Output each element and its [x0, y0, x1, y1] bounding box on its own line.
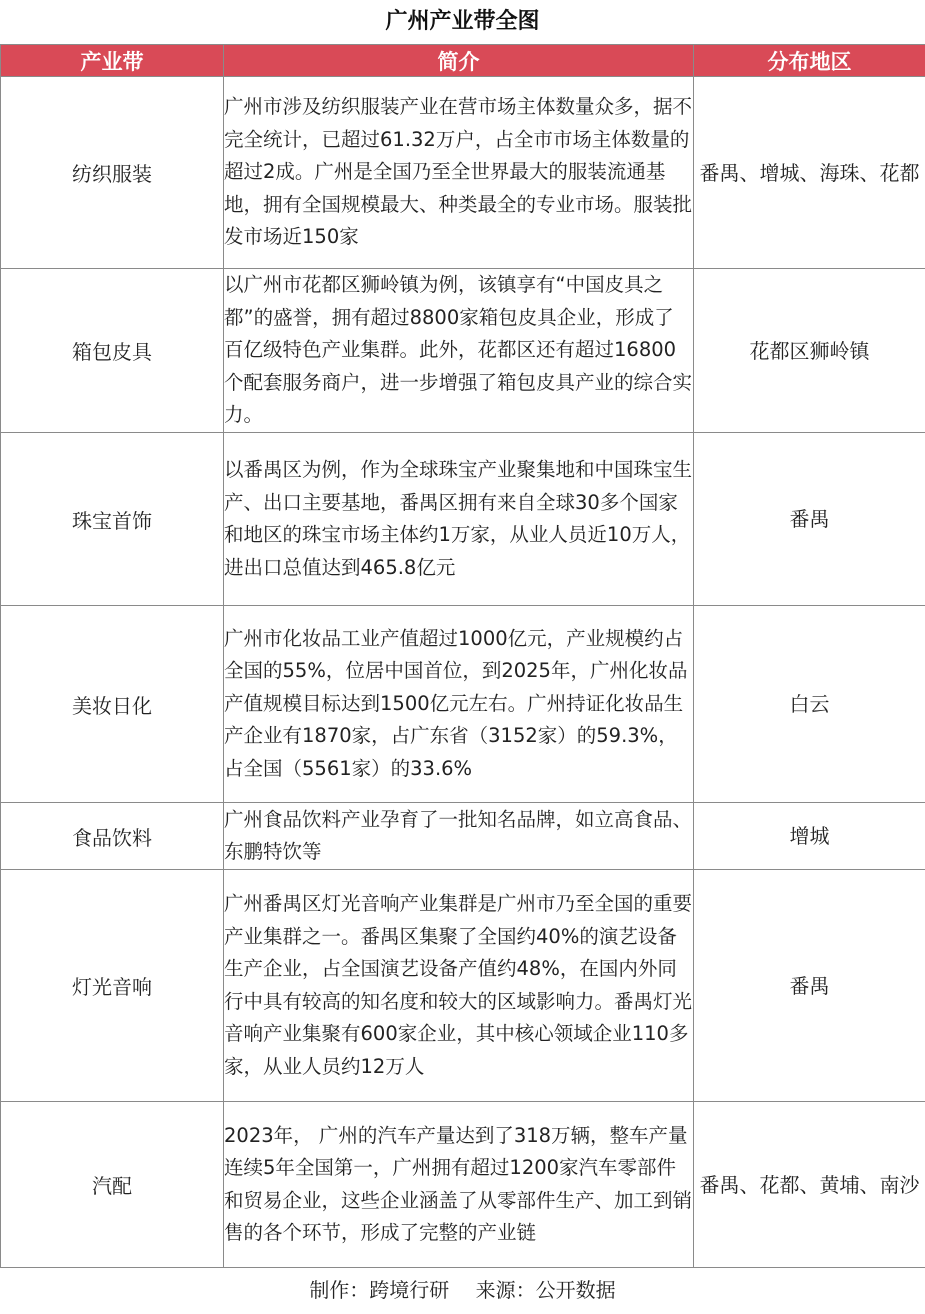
region-cell: 增城: [694, 803, 925, 870]
header-intro: 简介: [224, 45, 694, 77]
industry-cell: 食品饮料: [1, 803, 224, 870]
footer-source: 来源：公开数据: [475, 1278, 616, 1302]
industry-table: [0, 44, 925, 1268]
header-region: 分布地区: [694, 45, 925, 77]
region-cell: 白云: [694, 606, 925, 803]
table-row: [1, 606, 925, 803]
region-cell: 番禺、增城、海珠、花都: [694, 77, 925, 269]
table-row: [1, 77, 925, 269]
region-cell: 番禺、花都、黄埔、南沙: [694, 1102, 925, 1268]
industry-cell: 美妆日化: [1, 606, 224, 803]
industry-cell: 箱包皮具: [1, 269, 224, 433]
intro-cell: 广州市涉及纺织服装产业在营市场主体数量众多，据不完全统计，已超过61.32万户，占全市市场主体数量的超过2成。广州是全国乃至全世界最大的服装流通基地，拥有全国规模最大、种类最全的专业市场。服装批发市场近150家: [224, 77, 694, 269]
intro-cell: 2023年， 广州的汽车产量达到了318万辆，整车产量连续5年全国第一，广州拥有超过1200家汽车零部件和贸易企业，这些企业涵盖了从零部件生产、加工到销售的各个环节，形成了完整的产业链: [224, 1102, 694, 1268]
intro-cell: 以广州市花都区狮岭镇为例，该镇享有“中国皮具之都”的盛誉，拥有超过8800家箱包皮具企业，形成了百亿级特色产业集群。此外，花都区还有超过16800个配套服务商户，进一步增强了箱包皮具产业的综合实力。: [224, 269, 694, 433]
region-cell: 番禺: [694, 433, 925, 606]
table-row: [1, 1102, 925, 1268]
intro-cell: 广州食品饮料产业孕育了一批知名品牌，如立高食品、东鹏特饮等: [224, 803, 694, 870]
footer-maker: 制作：跨境行研: [309, 1278, 450, 1302]
header-industry: 产业带: [1, 45, 224, 77]
industry-cell: 汽配: [1, 1102, 224, 1268]
intro-cell: 广州市化妆品工业产值超过1000亿元，产业规模约占全国的55%，位居中国首位，到2025年，广州化妆品产值规模目标达到1500亿元左右。广州持证化妆品生产企业有1870家，占广东省（3152家）的59.3%，占全国（5561家）的33.6%: [224, 606, 694, 803]
table-header-row: [1, 45, 925, 77]
region-cell: 番禺: [694, 870, 925, 1102]
industry-cell: 纺织服装: [1, 77, 224, 269]
footer: [0, 1266, 925, 1314]
table-row: [1, 433, 925, 606]
industry-cell: 珠宝首饰: [1, 433, 224, 606]
page-title: 广州产业带全图: [385, 9, 540, 34]
table-row: [1, 803, 925, 870]
intro-cell: 广州番禺区灯光音响产业集群是广州市乃至全国的重要产业集群之一。番禺区集聚了全国约40%的演艺设备生产企业，占全国演艺设备产值约48%，在国内外同行中具有较高的知名度和较大的区域影响力。番禺灯光音响产业集聚有600家企业，其中核心领域企业110多家，从业人员约12万人: [224, 870, 694, 1102]
table-row: [1, 269, 925, 433]
industry-cell: 灯光音响: [1, 870, 224, 1102]
region-cell: 花都区狮岭镇: [694, 269, 925, 433]
intro-cell: 以番禺区为例，作为全球珠宝产业聚集地和中国珠宝生产、出口主要基地，番禺区拥有来自全球30多个国家和地区的珠宝市场主体约1万家，从业人员近10万人，进出口总值达到465.8亿元: [224, 433, 694, 606]
table-row: [1, 870, 925, 1102]
